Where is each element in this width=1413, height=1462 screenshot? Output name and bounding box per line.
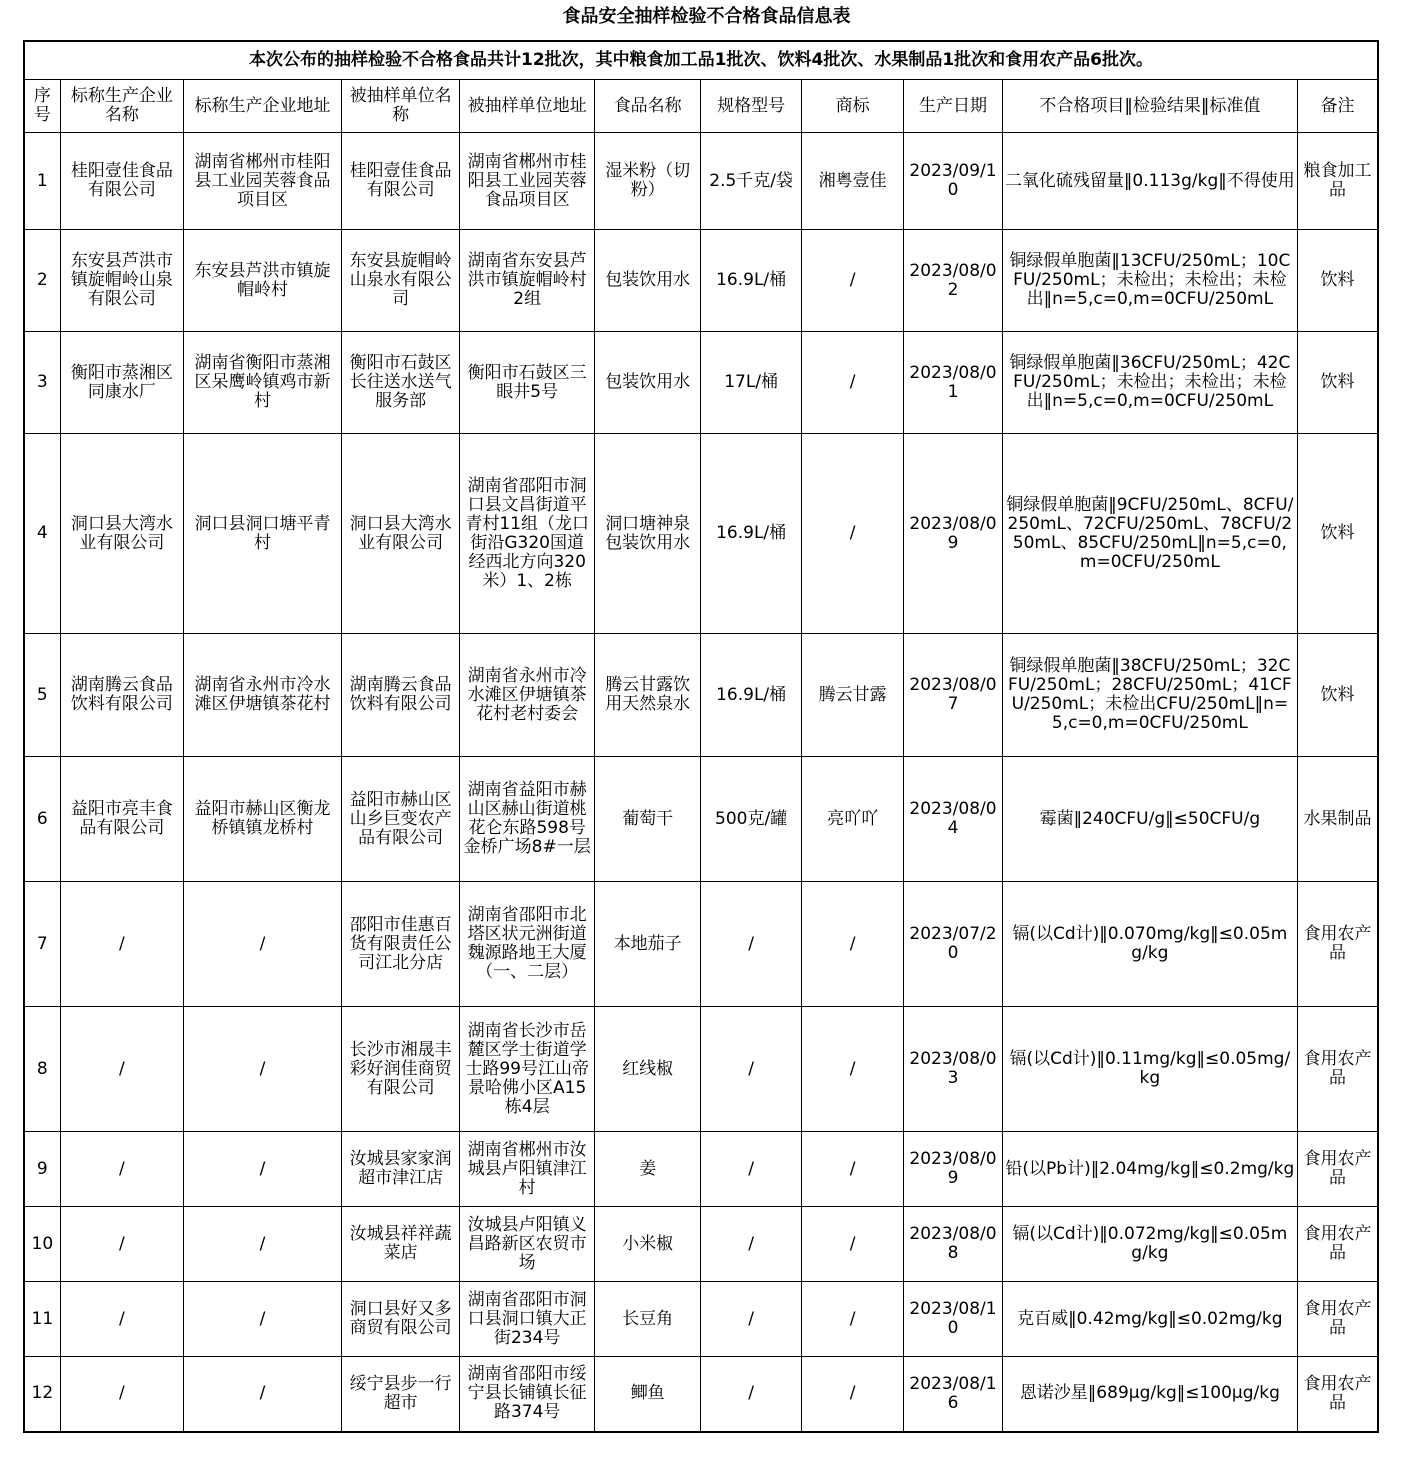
cell-nonconformity: 克百威‖0.42mg/kg‖≤0.02mg/kg — [1002, 1282, 1297, 1357]
cell-producer-name: / — [60, 1207, 184, 1282]
cell-specification: 16.9L/桶 — [701, 634, 801, 757]
cell-food-name: 包装饮用水 — [594, 230, 700, 332]
cell-serial: 12 — [24, 1357, 60, 1432]
cell-production-date: 2023/08/10 — [904, 1282, 1002, 1357]
cell-sampled-unit-address: 湖南省邵阳市北塔区状元洲街道魏源路地王大厦（一、二层） — [460, 882, 595, 1007]
cell-remarks: 食用农产品 — [1298, 882, 1379, 1007]
cell-producer-name: / — [60, 1132, 184, 1207]
table-row — [24, 757, 1378, 882]
cell-remarks: 食用农产品 — [1298, 1007, 1379, 1132]
cell-sampled-unit-address: 湖南省郴州市桂阳县工业园芙蓉食品项目区 — [460, 133, 595, 230]
cell-producer-name: / — [60, 1357, 184, 1432]
cell-producer-address: 洞口县洞口塘平青村 — [184, 434, 342, 634]
header-cell-producer-address: 标称生产企业地址 — [184, 80, 342, 133]
table-row — [24, 634, 1378, 757]
table-row — [24, 434, 1378, 634]
cell-nonconformity: 恩诺沙星‖689μg/kg‖≤100μg/kg — [1002, 1357, 1297, 1432]
cell-specification: / — [701, 882, 801, 1007]
cell-production-date: 2023/07/20 — [904, 882, 1002, 1007]
cell-brand: / — [801, 1282, 903, 1357]
cell-sampled-unit-name: 洞口县好又多商贸有限公司 — [341, 1282, 460, 1357]
cell-producer-address: 湖南省郴州市桂阳县工业园芙蓉食品项目区 — [184, 133, 342, 230]
cell-sampled-unit-address: 衡阳市石鼓区三眼井5号 — [460, 332, 595, 434]
cell-serial: 3 — [24, 332, 60, 434]
cell-production-date: 2023/08/04 — [904, 757, 1002, 882]
cell-food-name: 腾云甘露饮用天然泉水 — [594, 634, 700, 757]
cell-sampled-unit-address: 湖南省邵阳市绥宁县长铺镇长征路374号 — [460, 1357, 595, 1432]
cell-producer-name: / — [60, 1007, 184, 1132]
table-row — [24, 1007, 1378, 1132]
cell-production-date: 2023/08/16 — [904, 1357, 1002, 1432]
cell-sampled-unit-name: 汝城县祥祥蔬菜店 — [341, 1207, 460, 1282]
cell-brand: 腾云甘露 — [801, 634, 903, 757]
cell-food-name: 葡萄干 — [594, 757, 700, 882]
cell-sampled-unit-name: 桂阳壹佳食品有限公司 — [341, 133, 460, 230]
cell-brand: / — [801, 1132, 903, 1207]
cell-producer-address: / — [184, 1357, 342, 1432]
cell-serial: 2 — [24, 230, 60, 332]
cell-nonconformity: 铜绿假单胞菌‖9CFU/250mL、8CFU/250mL、72CFU/250mL、78CFU/250mL、85CFU/250mL‖n=5,c=0,m=0CFU/250mL — [1002, 434, 1297, 634]
cell-brand: / — [801, 434, 903, 634]
cell-brand: / — [801, 882, 903, 1007]
cell-sampled-unit-address: 湖南省益阳市赫山区赫山街道桃花仑东路598号金桥广场8#一层 — [460, 757, 595, 882]
cell-producer-address: 东安县芦洪市镇旋帽岭村 — [184, 230, 342, 332]
header-cell-serial: 序号 — [24, 80, 60, 133]
cell-remarks: 饮料 — [1298, 434, 1379, 634]
cell-producer-address: 湖南省衡阳市蒸湘区呆鹰岭镇鸡市新村 — [184, 332, 342, 434]
unqualified-food-table — [23, 40, 1379, 1433]
cell-sampled-unit-address: 汝城县卢阳镇义昌路新区农贸市场 — [460, 1207, 595, 1282]
cell-brand: / — [801, 1007, 903, 1132]
table-row — [24, 1357, 1378, 1432]
cell-sampled-unit-address: 湖南省长沙市岳麓区学士街道学士路99号江山帝景哈佛小区A15栋4层 — [460, 1007, 595, 1132]
table-row — [24, 332, 1378, 434]
cell-nonconformity: 铜绿假单胞菌‖36CFU/250mL；42CFU/250mL；未检出；未检出；未检出‖n=5,c=0,m=0CFU/250mL — [1002, 332, 1297, 434]
cell-food-name: 长豆角 — [594, 1282, 700, 1357]
cell-sampled-unit-name: 洞口县大湾水业有限公司 — [341, 434, 460, 634]
cell-brand: / — [801, 230, 903, 332]
cell-production-date: 2023/08/09 — [904, 434, 1002, 634]
cell-producer-name: / — [60, 1282, 184, 1357]
header-cell-remarks: 备注 — [1298, 80, 1379, 133]
cell-serial: 6 — [24, 757, 60, 882]
cell-producer-address: / — [184, 1132, 342, 1207]
cell-food-name: 包装饮用水 — [594, 332, 700, 434]
cell-sampled-unit-address: 湖南省东安县芦洪市镇旋帽岭村2组 — [460, 230, 595, 332]
header-cell-sampled-unit-address: 被抽样单位地址 — [460, 80, 595, 133]
table-row — [24, 230, 1378, 332]
page-title: 食品安全抽样检验不合格食品信息表 — [562, 6, 851, 27]
cell-food-name: 洞口塘神泉包装饮用水 — [594, 434, 700, 634]
cell-producer-name: 洞口县大湾水业有限公司 — [60, 434, 184, 634]
cell-nonconformity: 二氧化硫残留量‖0.113g/kg‖不得使用 — [1002, 133, 1297, 230]
cell-nonconformity: 铜绿假单胞菌‖13CFU/250mL；10CFU/250mL；未检出；未检出；未检出‖n=5,c=0,m=0CFU/250mL — [1002, 230, 1297, 332]
cell-brand: 湘粤壹佳 — [801, 133, 903, 230]
cell-production-date: 2023/08/01 — [904, 332, 1002, 434]
cell-specification: 16.9L/桶 — [701, 230, 801, 332]
cell-sampled-unit-name: 东安县旋帽岭山泉水有限公司 — [341, 230, 460, 332]
cell-producer-name: 桂阳壹佳食品有限公司 — [60, 133, 184, 230]
cell-producer-name: 益阳市亮丰食品有限公司 — [60, 757, 184, 882]
summary-cell: 本次公布的抽样检验不合格食品共计12批次，其中粮食加工品1批次、饮料4批次、水果制品1批次和食用农产品6批次。 — [24, 41, 1378, 80]
cell-nonconformity: 铜绿假单胞菌‖38CFU/250mL；32CFU/250mL；28CFU/250mL；41CFU/250mL；未检出CFU/250mL‖n=5,c=0,m=0CFU/250mL — [1002, 634, 1297, 757]
cell-serial: 10 — [24, 1207, 60, 1282]
cell-remarks: 饮料 — [1298, 332, 1379, 434]
cell-brand: 亮吖吖 — [801, 757, 903, 882]
cell-remarks: 水果制品 — [1298, 757, 1379, 882]
cell-food-name: 姜 — [594, 1132, 700, 1207]
cell-serial: 5 — [24, 634, 60, 757]
cell-production-date: 2023/08/07 — [904, 634, 1002, 757]
cell-brand: / — [801, 332, 903, 434]
header-cell-food-name: 食品名称 — [594, 80, 700, 133]
cell-food-name: 湿米粉（切粉） — [594, 133, 700, 230]
cell-sampled-unit-name: 湖南腾云食品饮料有限公司 — [341, 634, 460, 757]
cell-specification: / — [701, 1007, 801, 1132]
cell-sampled-unit-name: 长沙市湘晟丰彩好润佳商贸有限公司 — [341, 1007, 460, 1132]
cell-producer-name: / — [60, 882, 184, 1007]
cell-remarks: 饮料 — [1298, 230, 1379, 332]
cell-producer-name: 东安县芦洪市镇旋帽岭山泉有限公司 — [60, 230, 184, 332]
cell-specification: 2.5千克/袋 — [701, 133, 801, 230]
header-cell-nonconformity: 不合格项目‖检验结果‖标准值 — [1002, 80, 1297, 133]
cell-remarks: 食用农产品 — [1298, 1357, 1379, 1432]
cell-sampled-unit-address: 湖南省永州市冷水滩区伊塘镇茶花村老村委会 — [460, 634, 595, 757]
cell-sampled-unit-name: 衡阳市石鼓区长往送水送气服务部 — [341, 332, 460, 434]
cell-production-date: 2023/08/08 — [904, 1207, 1002, 1282]
cell-sampled-unit-name: 汝城县家家润超市津江店 — [341, 1132, 460, 1207]
cell-specification: 16.9L/桶 — [701, 434, 801, 634]
cell-specification: / — [701, 1357, 801, 1432]
cell-specification: / — [701, 1132, 801, 1207]
cell-producer-address: / — [184, 882, 342, 1007]
cell-remarks: 食用农产品 — [1298, 1282, 1379, 1357]
cell-remarks: 粮食加工品 — [1298, 133, 1379, 230]
cell-specification: 500克/罐 — [701, 757, 801, 882]
cell-serial: 1 — [24, 133, 60, 230]
cell-sampled-unit-name: 邵阳市佳惠百货有限责任公司江北分店 — [341, 882, 460, 1007]
cell-food-name: 小米椒 — [594, 1207, 700, 1282]
cell-sampled-unit-address: 湖南省郴州市汝城县卢阳镇津江村 — [460, 1132, 595, 1207]
cell-producer-address: / — [184, 1007, 342, 1132]
header-cell-specification: 规格型号 — [701, 80, 801, 133]
table-row — [24, 133, 1378, 230]
cell-producer-name: 湖南腾云食品饮料有限公司 — [60, 634, 184, 757]
cell-specification: / — [701, 1282, 801, 1357]
cell-serial: 9 — [24, 1132, 60, 1207]
cell-remarks: 食用农产品 — [1298, 1207, 1379, 1282]
cell-producer-address: / — [184, 1282, 342, 1357]
cell-remarks: 饮料 — [1298, 634, 1379, 757]
cell-serial: 4 — [24, 434, 60, 634]
header-cell-brand: 商标 — [801, 80, 903, 133]
cell-production-date: 2023/08/09 — [904, 1132, 1002, 1207]
cell-production-date: 2023/08/02 — [904, 230, 1002, 332]
cell-serial: 11 — [24, 1282, 60, 1357]
cell-brand: / — [801, 1357, 903, 1432]
cell-production-date: 2023/08/03 — [904, 1007, 1002, 1132]
cell-food-name: 红线椒 — [594, 1007, 700, 1132]
cell-producer-address: 湖南省永州市冷水滩区伊塘镇茶花村 — [184, 634, 342, 757]
cell-nonconformity: 镉(以Cd计)‖0.072mg/kg‖≤0.05mg/kg — [1002, 1207, 1297, 1282]
cell-sampled-unit-address: 湖南省邵阳市洞口县洞口镇大正街234号 — [460, 1282, 595, 1357]
cell-producer-name: 衡阳市蒸湘区同康水厂 — [60, 332, 184, 434]
cell-sampled-unit-address: 湖南省邵阳市洞口县文昌街道平青村11组（龙口街沿G320国道经西北方向320米）1、2栋 — [460, 434, 595, 634]
cell-nonconformity: 霉菌‖240CFU/g‖≤50CFU/g — [1002, 757, 1297, 882]
table-row — [24, 1282, 1378, 1357]
cell-producer-address: / — [184, 1207, 342, 1282]
table-row — [24, 882, 1378, 1007]
cell-food-name: 鲫鱼 — [594, 1357, 700, 1432]
header-cell-producer-name: 标称生产企业名称 — [60, 80, 184, 133]
cell-serial: 8 — [24, 1007, 60, 1132]
cell-nonconformity: 铅(以Pb计)‖2.04mg/kg‖≤0.2mg/kg — [1002, 1132, 1297, 1207]
header-cell-production-date: 生产日期 — [904, 80, 1002, 133]
cell-sampled-unit-name: 绥宁县步一行超市 — [341, 1357, 460, 1432]
table-row — [24, 1207, 1378, 1282]
cell-production-date: 2023/09/10 — [904, 133, 1002, 230]
cell-brand: / — [801, 1207, 903, 1282]
cell-remarks: 食用农产品 — [1298, 1132, 1379, 1207]
cell-nonconformity: 镉(以Cd计)‖0.070mg/kg‖≤0.05mg/kg — [1002, 882, 1297, 1007]
summary-row — [24, 41, 1378, 80]
cell-serial: 7 — [24, 882, 60, 1007]
header-row — [24, 80, 1378, 133]
header-cell-sampled-unit-name: 被抽样单位名称 — [341, 80, 460, 133]
cell-food-name: 本地茄子 — [594, 882, 700, 1007]
cell-specification: 17L/桶 — [701, 332, 801, 434]
table-row — [24, 1132, 1378, 1207]
cell-sampled-unit-name: 益阳市赫山区山乡巨变农产品有限公司 — [341, 757, 460, 882]
cell-specification: / — [701, 1207, 801, 1282]
cell-producer-address: 益阳市赫山区衡龙桥镇镇龙桥村 — [184, 757, 342, 882]
cell-nonconformity: 镉(以Cd计)‖0.11mg/kg‖≤0.05mg/kg — [1002, 1007, 1297, 1132]
